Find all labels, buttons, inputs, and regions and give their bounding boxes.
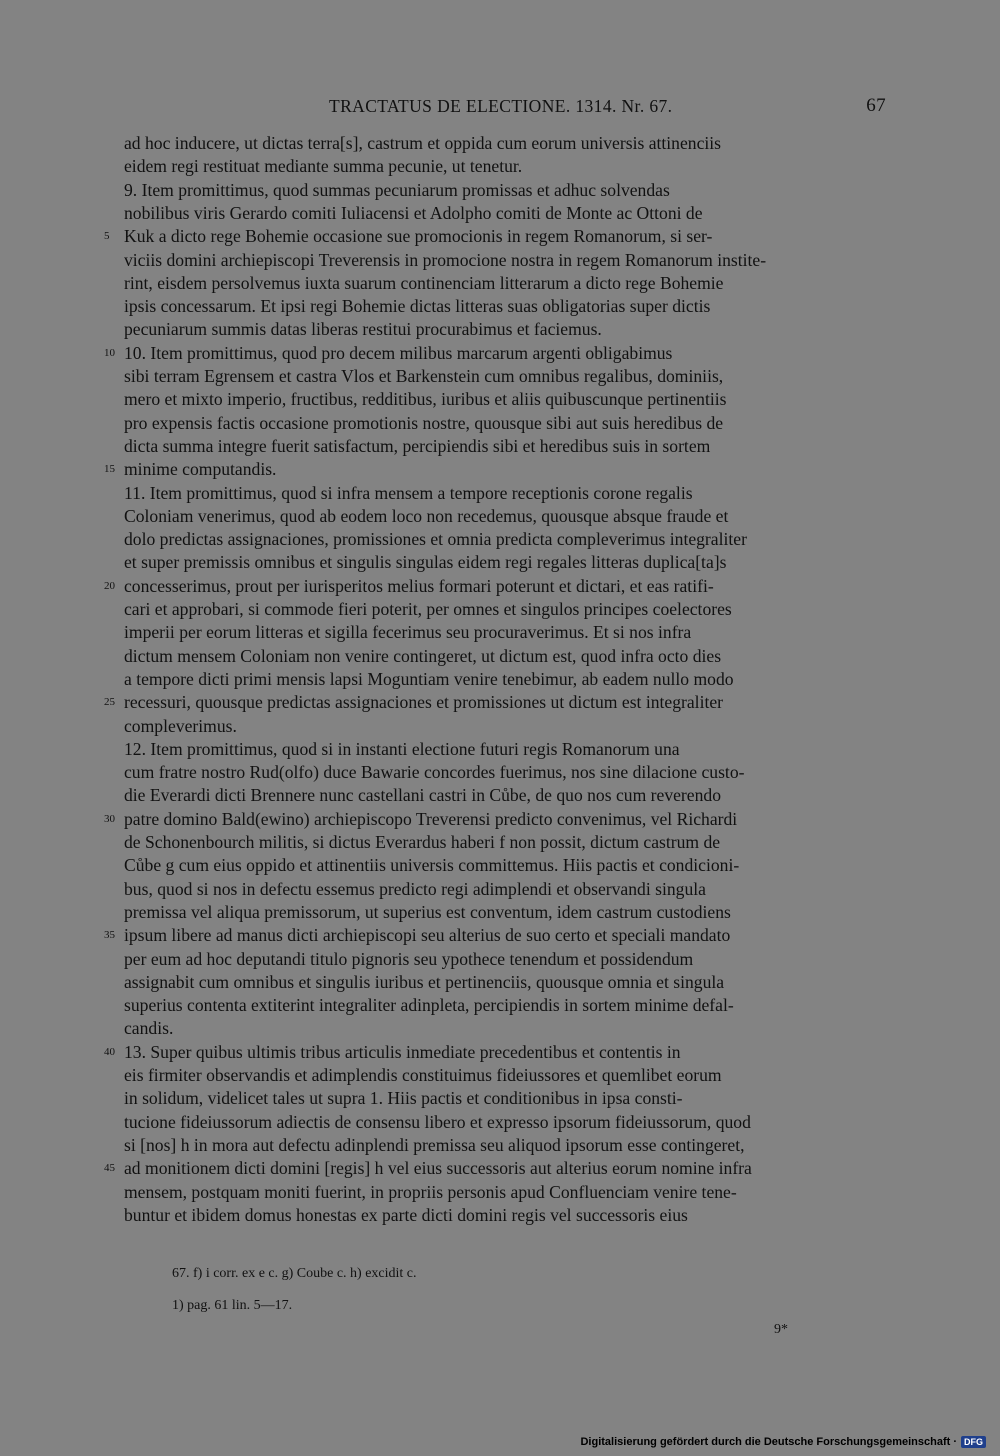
running-header	[124, 92, 886, 118]
line-number: 30	[104, 812, 115, 825]
text-line: ad monitionem dicti domini [regis] h vel eius successoris aut alterius eorum nomine infra	[124, 1158, 752, 1179]
text-line: recessuri, quousque predictas assignaciones et promissiones ut dictum est integraliter	[124, 692, 724, 713]
line-number: 40	[104, 1045, 115, 1058]
text-line: Kuk a dicto rege Bohemie occasione sue promocionis in regem Romanorum, si ser-	[124, 226, 713, 247]
text-line: per eum ad hoc deputandi titulo pignoris seu ypothece tenendum et possidendum	[124, 948, 694, 969]
line-number: 15	[104, 463, 115, 476]
text-line: dolo predictas assignaciones, promissiones et omnia predicta compleverimus integraliter	[124, 529, 747, 550]
text-line: imperii per eorum litteras et sigilla fecerimus seu procuraverimus. Et si nos infra	[124, 622, 692, 643]
text-line: compleverimus.	[124, 715, 237, 736]
digitization-credit	[580, 1436, 986, 1448]
text-line: mensem, postquam moniti fuerint, in propriis personis apud Confluenciam venire tene-	[124, 1181, 737, 1202]
text-line: 10. Item promittimus, quod pro decem milibus marcarum argenti obligabimus	[124, 342, 673, 363]
line-number: 45	[104, 1162, 115, 1175]
text-line: nobilibus viris Gerardo comiti Iuliacensi et Adolpho comiti de Monte ac Ottoni de	[124, 202, 703, 223]
text-line: minime computandis.	[124, 459, 277, 480]
text-line: si [nos] h in mora aut defectu adinplendi premissa seu aliquod ipsorum esse contingeret,	[124, 1134, 745, 1155]
signature-mark: 9*	[774, 1322, 788, 1337]
apparatus-footnote: 67. f) i corr. ex e c. g) Coube c. h) excidit c.	[172, 1266, 417, 1281]
line-number: 20	[104, 579, 115, 592]
text-line: in solidum, videlicet tales ut supra 1. Hiis pactis et conditionibus in ipsa consti-	[124, 1088, 683, 1109]
text-line: die Everardi dicti Brennere nunc castellani castri in Cůbe, de quo nos cum reverendo	[124, 785, 721, 806]
dfg-logo: DFG	[961, 1436, 986, 1448]
text-line: rint, eisdem persolvemus iuxta suarum continenciam litterarum a dicto rege Bohemie	[124, 272, 724, 293]
text-line: viciis domini archiepiscopi Treverensis in promocione nostra in regem Romanorum institе-	[124, 249, 767, 270]
text-line: 11. Item promittimus, quod si infra mensem a tempore receptionis corone regalis	[124, 482, 693, 503]
line-number: 35	[104, 929, 115, 942]
text-line: cum fratre nostro Rud(olfo) duce Bawarie concordes fuerimus, nos sine dilacione custo-	[124, 762, 745, 783]
line-number: 25	[104, 696, 115, 709]
text-line: pro expensis factis occasione promotionis nostre, quousque sibi aut suis heredibus de	[124, 412, 724, 433]
text-line: sibi terram Egrensem et castra Vlos et Barkenstein cum omnibus regalibus, dominiis,	[124, 366, 724, 386]
text-line: candis.	[124, 1018, 174, 1039]
text-line: et super premissis omnibus et singulis singulas eidem regi regales litteras duplica[ta]s	[124, 552, 727, 573]
text-line: dictum mensem Coloniam non venire contingeret, ut dictum est, quod infra octo dies	[124, 645, 722, 666]
text-line: eis firmiter observandis et adimplendis constituimus fideiussores et quemlibet eorum	[124, 1065, 722, 1085]
line-number: 5	[104, 230, 110, 243]
text-line: dicta summa integre fuerit satisfactum, percipiendis sibi et heredibus suis in sortem	[124, 435, 711, 456]
text-line: pecuniarum summis datas liberas restitui procurabimus et faciemus.	[124, 319, 602, 340]
text-line: ipsis concessarum. Et ipsi regi Bohemie dictas litteras suas obligatorias super dictis	[124, 296, 711, 317]
text-line: concesserimus, prout per iurisperitos melius formari poterunt et dictari, et eas ratifi-	[124, 575, 714, 596]
source-footnote: 1) pag. 61 lin. 5—17.	[172, 1298, 293, 1313]
text-line: premissa vel aliqua premissorum, ut superius est conventum, idem castrum custodiens	[124, 901, 731, 922]
text-line: mero et mixto imperio, fructibus, redditibus, iuribus et aliis quibuscunque pertinentiis	[124, 389, 727, 410]
text-line: ad hoc inducere, ut dictas terra[s], castrum et oppida cum eorum universis attinenciis	[124, 133, 722, 153]
page-number: 67	[866, 95, 886, 116]
text-line: 9. Item promittimus, quod summas pecuniarum promissas et adhuc solvendas	[124, 179, 670, 200]
running-title: TRACTATUS DE ELECTIONE. 1314. Nr. 67.	[329, 96, 673, 116]
text-line: bus, quod si nos in defectu essemus predicto regi adimplendi et observandi singula	[124, 878, 706, 899]
text-line: patre domino Bald(ewino) archiepiscopo Treverensi predicto convenimus, vel Richardi	[124, 808, 738, 829]
text-line: a tempore dicti primi mensis lapsi Moguntiam venire tenebimur, ab eadem nullo modo	[124, 668, 734, 689]
text-line: 12. Item promittimus, quod si in instanti electione futuri regis Romanorum una	[124, 738, 680, 759]
line-number: 10	[104, 346, 115, 359]
text-line: eidem regi restituat mediante summa pecunie, ut tenetur.	[124, 156, 523, 177]
text-line: ipsum libere ad manus dicti archiepiscopi seu alterius de suo certo et speciali mandato	[124, 925, 731, 946]
text-line: Cůbe g cum eius oppido et attinentiis universis committemus. Hiis pactis et condicioni-	[124, 855, 740, 876]
text-line: de Schonenbourch militis, si dictus Everardus haberi f non possit, dictum castrum de	[124, 832, 721, 852]
text-line: 13. Super quibus ultimis tribus articulis inmediate precedentibus et contentis in	[124, 1041, 681, 1062]
text-line: buntur et ibidem domus honestas ex parte dicti domini regis vel successoris eius	[124, 1204, 688, 1225]
text-line: superius contenta extiterint integraliter adinpleta, percipiendis in sortem minime defal-	[124, 995, 734, 1016]
text-line: Coloniam venerimus, quod ab eodem loco non recedemus, quousque absque fraude et	[124, 505, 729, 526]
text-line: assignabit cum omnibus et singulis iuribus et pertinenciis, quousque omnia et singula	[124, 971, 725, 992]
text-line: cari et approbari, si commode fieri poterit, per omnes et singulos principes coelectores	[124, 599, 732, 619]
credit-text: Digitalisierung gefördert durch die Deutsche Forschungsgemeinschaft ·	[580, 1436, 957, 1448]
text-line: tucione fideiussorum adiectis de consensu libero et expresso ipsorum fideiussorum, quod	[124, 1111, 751, 1132]
